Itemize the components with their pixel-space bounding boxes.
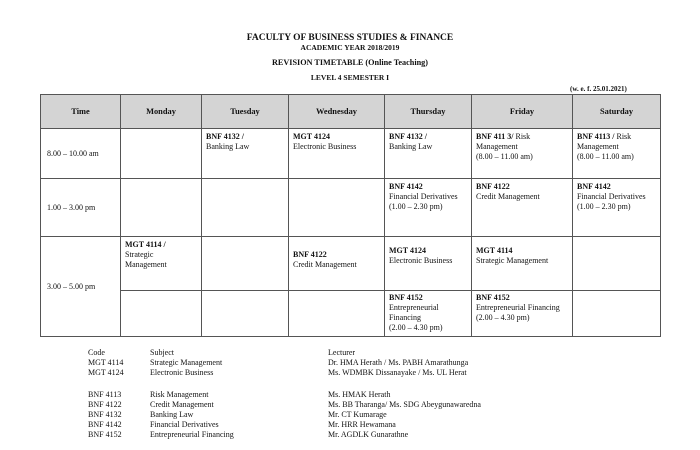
academic-year: ACADEMIC YEAR 2018/2019	[300, 43, 400, 52]
course-code: BNF 4113 /	[577, 132, 615, 141]
legend-code: BNF 4142	[88, 420, 122, 429]
course-name: Credit Management	[293, 260, 357, 269]
legend-code: MGT 4114	[88, 358, 124, 367]
timetable-title: REVISION TIMETABLE (Online Teaching)	[272, 58, 428, 67]
legend-subject-header: Subject	[150, 348, 174, 357]
header-monday: Monday	[120, 94, 202, 129]
legend-code: BNF 4113	[88, 390, 122, 399]
legend-lecturer: Ms. HMAK Herath	[328, 390, 391, 399]
cell-tue-slot1	[201, 128, 289, 179]
course-code: MGT 4124	[389, 246, 426, 255]
course-code: BNF 4132 /	[389, 132, 427, 141]
cell-mon-slot3b	[120, 290, 202, 337]
cell-sat-slot3b	[572, 290, 661, 337]
time-slot-3: 3.00 – 5.00 pm	[40, 236, 121, 337]
course-name: Banking Law	[206, 142, 250, 151]
legend-code-header: Code	[88, 348, 105, 357]
legend-lecturer: Ms. WDMBK Dissanayake / Ms. UL Herat	[328, 368, 467, 377]
legend-code: BNF 4132	[88, 410, 122, 419]
course-name: Entrepreneurial Financing	[476, 303, 560, 312]
course-time: (8.00 – 11.00 am)	[476, 152, 533, 161]
faculty-title: FACULTY OF BUSINESS STUDIES & FINANCE	[246, 33, 454, 43]
course-name: Risk Management	[476, 132, 531, 151]
course-time: (8.00 – 11.00 am)	[577, 152, 634, 161]
course-code: BNF 4132 /	[206, 132, 244, 141]
cell-fri-slot2	[471, 178, 573, 237]
cell-fri-slot3a	[471, 236, 573, 291]
course-name: Strategic Management	[125, 250, 167, 269]
legend-lecturer: Mr. HRR Hewamana	[328, 420, 396, 429]
header-friday: Friday	[471, 94, 573, 129]
course-code: MGT 4124	[293, 132, 330, 141]
legend-lecturer: Mr. AGDLK Gunarathne	[328, 430, 409, 439]
course-code: BNF 411 3/	[476, 132, 514, 141]
course-name: Banking Law	[389, 142, 433, 151]
cell-sat-slot3a	[572, 236, 661, 291]
cell-thu-slot3b	[384, 290, 472, 337]
course-name: Credit Management	[476, 192, 540, 201]
course-code: BNF 4142	[389, 182, 423, 191]
legend-lecturer: Mr. CT Kumarage	[328, 410, 387, 419]
cell-sat-slot1	[572, 128, 661, 179]
legend-code: MGT 4124	[88, 368, 124, 377]
course-time: (2.00 – 4.30 pm)	[476, 313, 530, 322]
legend-subject: Credit Management	[150, 400, 214, 409]
course-code: MGT 4114	[476, 246, 513, 255]
course-name: Strategic Management	[476, 256, 549, 265]
course-time: (1.00 – 2.30 pm)	[389, 202, 443, 211]
cell-wed-slot1	[288, 128, 385, 179]
legend-lecturer: Dr. HMA Herath / Ms. PABH Amarathunga	[328, 358, 469, 367]
course-code: BNF 4122	[293, 250, 327, 259]
cell-mon-slot2	[120, 178, 202, 237]
effective-date: (w. e. f. 25.01.2021)	[570, 85, 627, 93]
cell-mon-slot3a	[120, 236, 202, 291]
course-name: Electronic Business	[389, 256, 453, 265]
cell-fri-slot1	[471, 128, 573, 179]
legend-subject: Risk Management	[150, 390, 209, 399]
time-slot-1: 8.00 – 10.00 am	[40, 128, 121, 179]
cell-tue-slot2	[201, 178, 289, 237]
header-tuesday: Tuesday	[201, 94, 289, 129]
cell-sat-slot2	[572, 178, 661, 237]
legend-code: BNF 4122	[88, 400, 122, 409]
legend-code: BNF 4152	[88, 430, 122, 439]
time-slot-2: 1.00 – 3.00 pm	[40, 178, 121, 237]
course-name: Risk Management	[577, 132, 632, 151]
course-code: BNF 4152	[476, 293, 510, 302]
legend-subject: Entrepreneurial Financing	[150, 430, 234, 439]
cell-mon-slot1	[120, 128, 202, 179]
legend-lecturer: Ms. BB Tharanga/ Ms. SDG Abeygunawaredna	[328, 400, 481, 409]
legend-subject: Electronic Business	[150, 368, 214, 377]
course-time: (1.00 – 2.30 pm)	[577, 202, 631, 211]
course-name: Financial Derivatives	[389, 192, 458, 201]
cell-wed-slot3b	[288, 290, 385, 337]
course-time: (2.00 – 4.30 pm)	[389, 323, 443, 332]
cell-tue-slot3b	[201, 290, 289, 337]
course-code: BNF 4122	[476, 182, 510, 191]
cell-tue-slot3a	[201, 236, 289, 291]
cell-thu-slot3a	[384, 236, 472, 291]
cell-fri-slot3b	[471, 290, 573, 337]
course-name: Entrepreneurial Financing	[389, 303, 439, 322]
course-code: BNF 4152	[389, 293, 423, 302]
cell-wed-slot3a	[288, 236, 385, 291]
cell-thu-slot1	[384, 128, 472, 179]
legend-subject: Strategic Management	[150, 358, 223, 367]
header-wednesday: Wednesday	[288, 94, 385, 129]
legend-subject: Banking Law	[150, 410, 194, 419]
course-name: Financial Derivatives	[577, 192, 646, 201]
course-name: Electronic Business	[293, 142, 357, 151]
header-thursday: Thursday	[384, 94, 472, 129]
legend-lecturer-header: Lecturer	[328, 348, 356, 357]
header-saturday: Saturday	[572, 94, 661, 129]
legend-subject: Financial Derivatives	[150, 420, 219, 429]
header-time: Time	[40, 94, 121, 129]
course-code: BNF 4142	[577, 182, 611, 191]
course-code: MGT 4114 /	[125, 240, 166, 249]
cell-thu-slot2	[384, 178, 472, 237]
cell-wed-slot2	[288, 178, 385, 237]
level-semester: LEVEL 4 SEMESTER I	[310, 73, 390, 82]
